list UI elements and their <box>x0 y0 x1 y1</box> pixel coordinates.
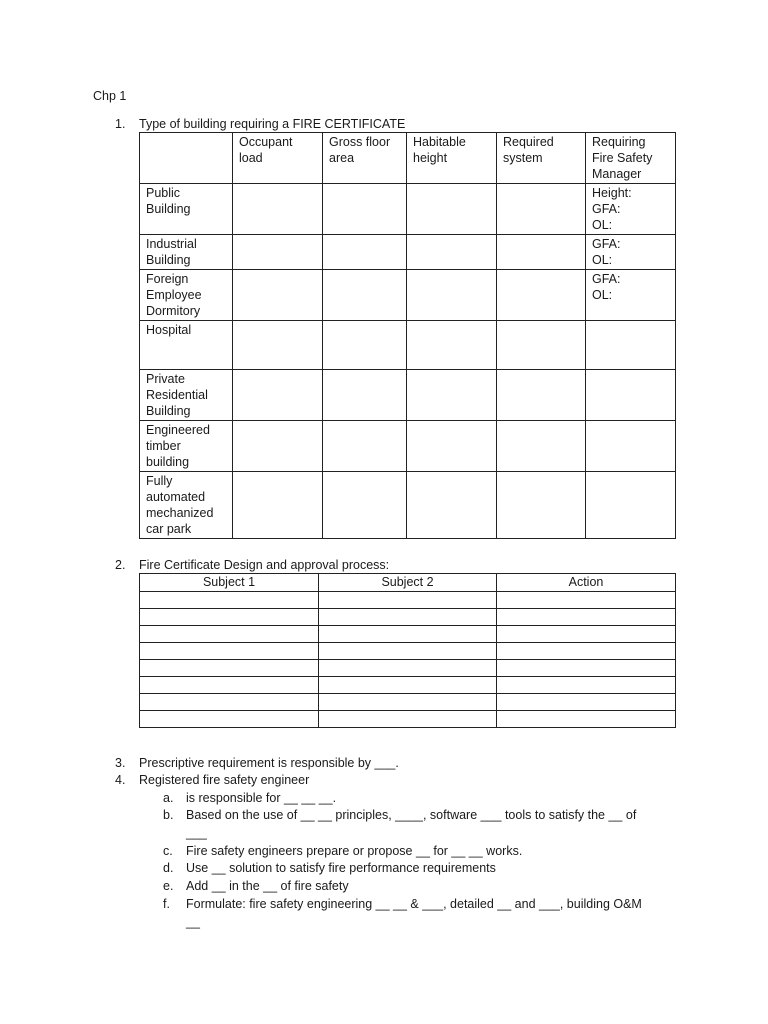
sub-item-a <box>163 790 336 806</box>
table-cell <box>407 184 497 235</box>
table-cell <box>497 677 676 694</box>
approval-process-table <box>139 573 676 728</box>
manager-line: OL: <box>592 288 613 302</box>
table-cell <box>497 321 586 370</box>
table-cell <box>233 184 323 235</box>
question-1 <box>115 116 405 132</box>
question-4 <box>115 772 309 788</box>
fire-certificate-table <box>139 132 676 539</box>
table-cell <box>407 472 497 539</box>
table-cell <box>323 235 407 270</box>
table-cell <box>407 370 497 421</box>
table-cell <box>323 370 407 421</box>
table-row <box>140 321 676 370</box>
table-cell <box>233 370 323 421</box>
question-number: 1. <box>115 117 126 131</box>
manager-cell <box>586 472 676 539</box>
sub-item-letter: e. <box>163 879 174 893</box>
table-cell <box>497 694 676 711</box>
sub-item-text: is responsible for __ __ __. <box>186 791 337 805</box>
table-header-cell: Action <box>497 574 676 592</box>
manager-cell <box>586 235 676 270</box>
table-cell <box>233 235 323 270</box>
table-cell <box>323 421 407 472</box>
table-cell <box>319 609 497 626</box>
table-cell <box>140 677 319 694</box>
table-cell <box>140 592 319 609</box>
table-cell <box>407 321 497 370</box>
manager-line: GFA: <box>592 202 621 216</box>
table-header-cell: Gross floor area <box>323 133 407 184</box>
table-cell <box>140 694 319 711</box>
table-cell <box>319 711 497 728</box>
manager-line: OL: <box>592 253 613 267</box>
question-text: Prescriptive requirement is responsible by ___. <box>139 756 399 770</box>
table-cell <box>319 660 497 677</box>
table-cell <box>140 643 319 660</box>
sub-item-letter: a. <box>163 791 174 805</box>
table-cell <box>323 184 407 235</box>
table-header-cell: Habitable height <box>407 133 497 184</box>
table-cell <box>319 677 497 694</box>
building-type-cell: Hospital <box>140 321 233 370</box>
table-row <box>140 270 676 321</box>
manager-line: Height: <box>592 186 632 200</box>
building-type-cell: Foreign Employee Dormitory <box>140 270 233 321</box>
table-header-row <box>140 574 676 592</box>
table-row <box>140 235 676 270</box>
sub-item-b <box>163 807 636 823</box>
building-type-cell: Industrial Building <box>140 235 233 270</box>
building-type-cell: Fully automated mechanized car park <box>140 472 233 539</box>
table-header-cell: Subject 2 <box>319 574 497 592</box>
table-row <box>140 370 676 421</box>
table-row <box>140 184 676 235</box>
question-text: Registered fire safety engineer <box>139 773 310 787</box>
table-cell <box>323 321 407 370</box>
sub-item-letter: c. <box>163 844 173 858</box>
building-type-cell: Public Building <box>140 184 233 235</box>
table-row <box>140 694 676 711</box>
table-cell <box>497 660 676 677</box>
table-header-cell: Requiring Fire Safety Manager <box>586 133 676 184</box>
question-number: 3. <box>115 756 126 770</box>
sub-item-text: Fire safety engineers prepare or propose __ for __ __ works. <box>186 844 523 858</box>
question-text: Fire Certificate Design and approval process: <box>139 558 390 572</box>
table-cell <box>319 592 497 609</box>
sub-item-c <box>163 843 522 859</box>
table-cell <box>407 235 497 270</box>
table-cell <box>497 626 676 643</box>
table-cell <box>140 711 319 728</box>
table-cell <box>497 609 676 626</box>
table-cell <box>323 270 407 321</box>
sub-item-f-continuation: __ <box>186 915 200 929</box>
question-3 <box>115 755 399 771</box>
table-cell <box>140 609 319 626</box>
table-cell <box>497 270 586 321</box>
table-cell <box>319 694 497 711</box>
table-cell <box>407 421 497 472</box>
table-cell <box>140 626 319 643</box>
sub-item-e <box>163 878 349 894</box>
table-header-cell: Subject 1 <box>140 574 319 592</box>
sub-item-text: Based on the use of __ __ principles, ____, software ___ tools to satisfy the __ of <box>186 808 637 822</box>
table-row <box>140 711 676 728</box>
sub-item-letter: d. <box>163 861 174 875</box>
table-cell <box>497 421 586 472</box>
table-header-cell: Occupant load <box>233 133 323 184</box>
table-cell <box>323 472 407 539</box>
table-cell <box>233 321 323 370</box>
manager-cell <box>586 321 676 370</box>
table-row <box>140 643 676 660</box>
table-row <box>140 592 676 609</box>
sub-item-text: Use __ solution to satisfy fire performance requirements <box>186 861 496 875</box>
table-cell <box>497 370 586 421</box>
table-header-cell <box>140 133 233 184</box>
table-cell <box>319 643 497 660</box>
table-cell <box>497 711 676 728</box>
table-cell <box>140 660 319 677</box>
table-cell <box>497 235 586 270</box>
sub-item-letter: b. <box>163 808 174 822</box>
table-cell <box>233 270 323 321</box>
question-number: 4. <box>115 773 126 787</box>
table-cell <box>233 421 323 472</box>
sub-item-d <box>163 860 496 876</box>
manager-cell <box>586 370 676 421</box>
sub-item-text: Formulate: fire safety engineering __ __ & ___, detailed __ and ___, building O&M <box>186 897 642 911</box>
table-cell <box>407 270 497 321</box>
manager-cell <box>586 270 676 321</box>
table-header-cell: Required system <box>497 133 586 184</box>
building-type-cell: Private Residential Building <box>140 370 233 421</box>
manager-line: GFA: <box>592 272 621 286</box>
manager-cell <box>586 184 676 235</box>
sub-item-text: Add __ in the __ of fire safety <box>186 879 349 893</box>
table-header-row <box>140 133 676 184</box>
table-cell <box>497 643 676 660</box>
table-row <box>140 472 676 539</box>
sub-item-b-continuation: ___ <box>186 826 207 840</box>
table-cell <box>319 626 497 643</box>
manager-cell <box>586 421 676 472</box>
table-cell <box>497 592 676 609</box>
manager-line: OL: <box>592 218 613 232</box>
table-row <box>140 421 676 472</box>
table-cell <box>233 472 323 539</box>
question-2 <box>115 557 389 573</box>
page-title: Chp 1 <box>93 89 127 103</box>
table-row <box>140 626 676 643</box>
sub-item-letter: f. <box>163 897 170 911</box>
building-type-cell: Engineered timber building <box>140 421 233 472</box>
table-row <box>140 677 676 694</box>
table-row <box>140 660 676 677</box>
table-cell <box>497 472 586 539</box>
table-cell <box>497 184 586 235</box>
sub-item-f <box>163 896 642 912</box>
question-number: 2. <box>115 558 126 572</box>
manager-line: GFA: <box>592 237 621 251</box>
question-text: Type of building requiring a FIRE CERTIFICATE <box>139 117 406 131</box>
table-row <box>140 609 676 626</box>
